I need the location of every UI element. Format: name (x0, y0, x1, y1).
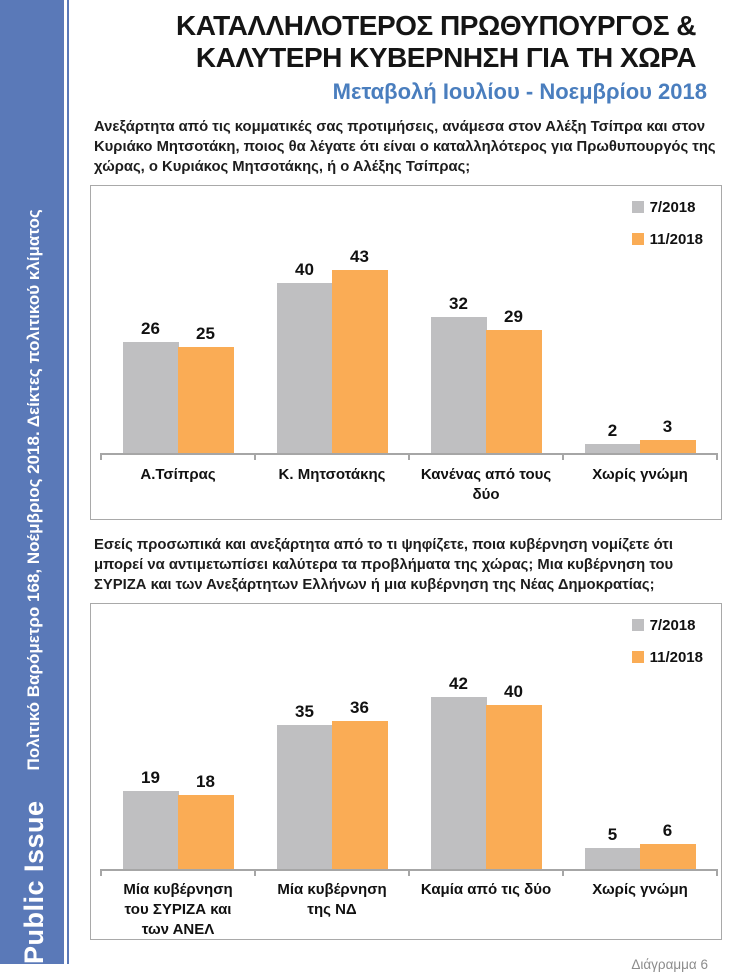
bar-value-label: 40 (295, 259, 314, 279)
bar-with-label (332, 247, 388, 453)
chart-frame (90, 603, 722, 940)
axis-tick (408, 869, 410, 876)
bar (123, 342, 179, 453)
chart-question: Ανεξάρτητα από τις κομματικές σας προτιμήσεις, ανάμεσα στον Αλέξη Τσίπρα και στον Κυριάκο Μητσοτάκη, ποιος θα λέγατε ότι είναι ο καταλληλότερος για Πρωθυπουργός της χώρας, ο Κυριάκος Μητσοτάκης, ή ο Αλέξης Τσίπρας; (94, 118, 716, 176)
bar-value-label: 43 (350, 246, 369, 266)
bar-group (563, 417, 717, 453)
bar-with-label (277, 260, 333, 453)
category-label: Α.Τσίπρας (140, 465, 216, 483)
bar-value-label: 42 (449, 673, 468, 693)
bar-value-label: 25 (196, 323, 215, 343)
axis-tick (562, 869, 564, 876)
bar-with-label (332, 698, 388, 869)
bar (277, 725, 333, 869)
bar (332, 721, 388, 869)
category-label: Μία κυβέρνηση της ΝΔ (277, 880, 387, 918)
bar-value-label: 32 (449, 293, 468, 313)
bar-group (563, 821, 717, 869)
bar-group (255, 247, 409, 453)
category-label: Χωρίς γνώμη (592, 465, 688, 483)
bar-with-label (178, 772, 234, 869)
bar-with-label (486, 682, 542, 869)
bar (277, 283, 333, 453)
bar-value-label: 3 (662, 416, 673, 436)
bar-value-label: 36 (350, 697, 369, 717)
bar (431, 697, 487, 869)
bar-with-label (431, 674, 487, 869)
bar-value-label: 5 (607, 824, 618, 844)
chart-plot (101, 604, 717, 871)
bar (585, 444, 641, 453)
bar (178, 795, 234, 869)
bar (486, 330, 542, 453)
bar-with-label (640, 417, 696, 453)
bar (178, 347, 234, 453)
category-label: Χωρίς γνώμη (592, 880, 688, 898)
sidebar-caption: Πολιτικό Βαρόμετρο 168, Νοέμβριος 2018. Δείκτες πολιτικού κλίματος (24, 209, 43, 771)
bar-group (101, 768, 255, 869)
bar (486, 705, 542, 869)
main-content (90, 0, 722, 972)
page-subtitle: Μεταβολή Ιουλίου - Νοεμβρίου 2018 (332, 78, 707, 104)
brand-logo-text: Public Issue (18, 800, 49, 964)
chart-categories (101, 465, 717, 506)
sidebar-accent-line (67, 0, 69, 964)
sidebar-vertical-text (5, 0, 63, 964)
legend-label: 11/2018 (649, 648, 703, 666)
legend-item (632, 649, 703, 666)
legend-item (632, 617, 703, 634)
bar-value-label: 26 (141, 318, 160, 338)
bar-group (409, 674, 563, 869)
axis-tick (100, 869, 102, 876)
bar (585, 848, 641, 869)
legend-label: 11/2018 (649, 230, 703, 248)
chart-plot (101, 186, 717, 455)
bar (332, 270, 388, 453)
page-title (90, 10, 722, 75)
bar-with-label (486, 307, 542, 453)
bar (640, 844, 696, 869)
bar-with-label (123, 319, 179, 453)
bar-group (101, 319, 255, 453)
legend-swatch (632, 201, 644, 213)
chart-legend (632, 617, 703, 666)
legend-label: 7/2018 (649, 616, 696, 634)
category-label: Μία κυβέρνηση του ΣΥΡΙΖΑ και των ΑΝΕΛ (123, 880, 233, 939)
bar-value-label: 2 (607, 420, 618, 440)
legend-item (632, 231, 703, 248)
chart-section-government (90, 535, 722, 940)
legend-swatch (632, 651, 644, 663)
category-label: Κ. Μητσοτάκης (278, 465, 386, 483)
bar-with-label (123, 768, 179, 869)
bar-value-label: 29 (504, 306, 523, 326)
bar-value-label: 19 (141, 767, 160, 787)
bar-with-label (277, 702, 333, 869)
bar (431, 317, 487, 453)
bar-with-label (585, 421, 641, 453)
legend-swatch (632, 233, 644, 245)
legend-item (632, 199, 703, 216)
chart-question: Εσείς προσωπικά και ανεξάρτητα από το τι ψηφίζετε, ποια κυβέρνηση νομίζετε ότι μπορεί να αντιμετωπίσει καλύτερα τα προβλήματα της χώρας; Μια κυβέρνηση του ΣΥΡΙΖΑ και των Ανεξάρτητων Ελλήνων ή μια κυβέρνηση της Νέας Δημοκρατίας; (94, 536, 674, 594)
axis-tick (408, 453, 410, 460)
axis-tick (254, 869, 256, 876)
bar-with-label (640, 821, 696, 869)
bar (123, 791, 179, 869)
bar-value-label: 6 (662, 820, 673, 840)
page-title-line2: ΚΑΛΥΤΕΡΗ ΚΥΒΕΡΝΗΣΗ ΓΙΑ ΤΗ ΧΩΡΑ (195, 42, 696, 74)
axis-tick (716, 453, 718, 460)
bar-group (409, 294, 563, 453)
bar-with-label (585, 825, 641, 869)
bar-with-label (178, 324, 234, 453)
bar-with-label (431, 294, 487, 453)
axis-tick (562, 453, 564, 460)
page-title-line1: ΚΑΤΑΛΛΗΛΟΤΕΡΟΣ ΠΡΩΘΥΠΟΥΡΓΟΣ & (176, 10, 696, 41)
category-label: Κανένας από τους δύο (420, 465, 552, 503)
chart-legend (632, 199, 703, 248)
chart-categories (101, 880, 717, 941)
chart-frame (90, 185, 722, 520)
chart-section-pm (90, 117, 722, 520)
axis-tick (716, 869, 718, 876)
bar-value-label: 35 (295, 701, 314, 721)
legend-swatch (632, 619, 644, 631)
bar-value-label: 18 (196, 771, 215, 791)
bar-value-label: 40 (504, 681, 523, 701)
category-label: Καμία από τις δύο (420, 880, 552, 898)
bar-group (255, 698, 409, 869)
axis-tick (254, 453, 256, 460)
legend-label: 7/2018 (649, 198, 696, 216)
axis-tick (100, 453, 102, 460)
bar (640, 440, 696, 453)
figure-number: Διάγραμμα 6 (631, 956, 708, 972)
